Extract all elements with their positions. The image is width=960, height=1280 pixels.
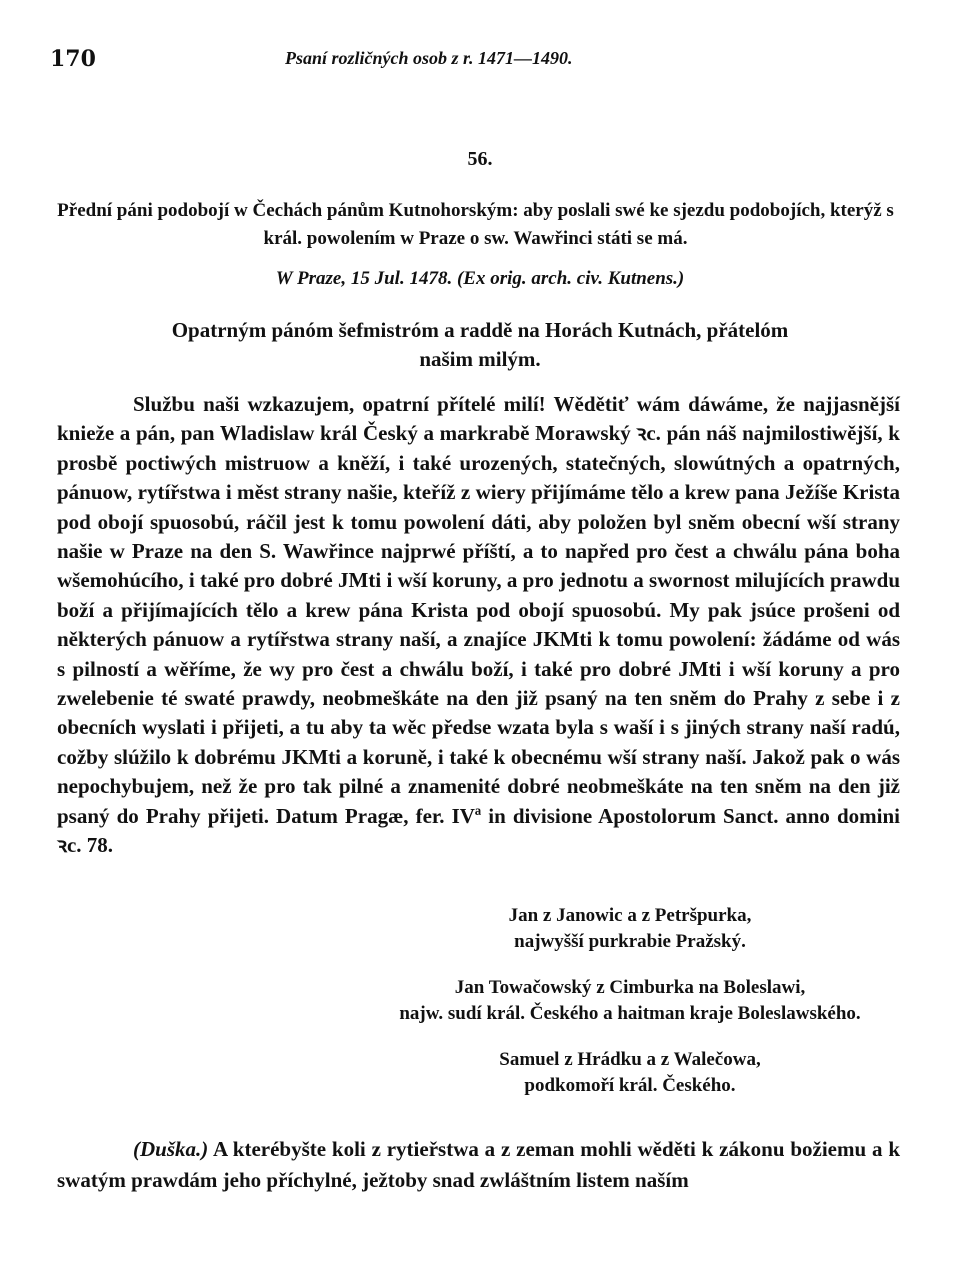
signatory-name: Samuel z Hrádku a z Walečowa, (499, 1049, 761, 1070)
dateline: W Praze, 15 Jul. 1478. (Ex orig. arch. civ. Kutnens.) (275, 268, 685, 289)
running-header (50, 44, 902, 76)
signature (360, 903, 900, 955)
address (110, 316, 850, 374)
signature (360, 1047, 900, 1099)
next-document-body: A kterébyšte koli z rytieřstwa a z zeman mohli wěděti k zákonu božiemu a k swatým prawdám jeho příchylné, ježtoby snad zwláštním listem naším (57, 1137, 900, 1192)
signature (360, 975, 900, 1027)
address-line: našim milým. (419, 347, 541, 371)
address-line: Opatrným pánóm šefmistróm a raddě na Horách Kutnách, přátelóm (171, 318, 789, 342)
signatory-title: podkomoří král. Českého. (524, 1075, 736, 1096)
document-regest: Přední páni podobojí w Čechách pánům Kutnohorským: aby poslali swé ke sjezdu podobojích, kterýž s král. powolením w Praze o sw. Wawřinci státi se má. (57, 200, 894, 249)
letter-body: Službu naši wzkazujem, opatrní přítelé milí! Wědětiť wám dáwáme, že najjasnější knieže a pán, pan Wladislaw král Český a markrabě Morawský ꝛc. pán náš najmilostiwější, k prosbě poctiwých mistruow a kněží, i také urozených, statečných, slowútných a opatrných, pánuow, rytířstwa i měst strany našie, kteříž z wiery přijímáme tělo a krew pana Ježíše Krista pod obojí spuosobú, ráčil jest k tomu powolení dáti, aby položen byl sněm obecní wší strany našie w Praze na den S. Wawřince najprwé příští, a to napřed pro čest a chwálu pána boha wšemohúcího, i také pro dobré JMti i wší koruny, a pro jednotu a swornost milujících prawdu boží a přijímajících tělo a krew pána Krista pod obojí spuosobú. My pak jsúce prošeni od některých pánuow a rytířstwa strany naší, a znajíce JKMti k tomu powolení: žádáme od wás s pilností a wěříme, že wy pro čest a chwálu boží, i také pro dobré JMti i wší koruny a pro zwelebenie té swaté prawdy, neobmeškáte na den již psaný na ten sněm do Prahy z sebe i z obecních wyslati i přijeti, a tu aby ta wěc předse wzata byla s waší i s jiných strany naší radú, cožby slúžilo k dobrému JKMti a koruně, i také k obecnému wší strany naší. Jakož pak o wás nepochybujem, než že pro tak pilné a znamenité dobré neobmeškáte na ten sněm na den již psaný do Prahy přijeti. Datum Pragæ, fer. IVª in divisione Apostolorum Sanct. anno domini ꝛc. 78. (57, 392, 900, 858)
page-number: 170 (50, 46, 96, 72)
source-label: (Duška.) (133, 1137, 209, 1161)
signatory-title: najwyšší purkrabie Pražský. (514, 931, 746, 952)
document-number: 56. (467, 148, 493, 170)
next-document-text (57, 1134, 900, 1196)
running-title: Psaní rozličných osob z r. 1471—1490. (285, 48, 573, 68)
signatory-name: Jan Towačowský z Cimburka na Boleslawi, (454, 977, 806, 998)
signatory-name: Jan z Janowic a z Petršpurka, (508, 905, 752, 926)
signatory-title: najw. sudí král. Českého a haitman kraje Boleslawského. (399, 1003, 861, 1024)
signatures-block (360, 903, 900, 1119)
